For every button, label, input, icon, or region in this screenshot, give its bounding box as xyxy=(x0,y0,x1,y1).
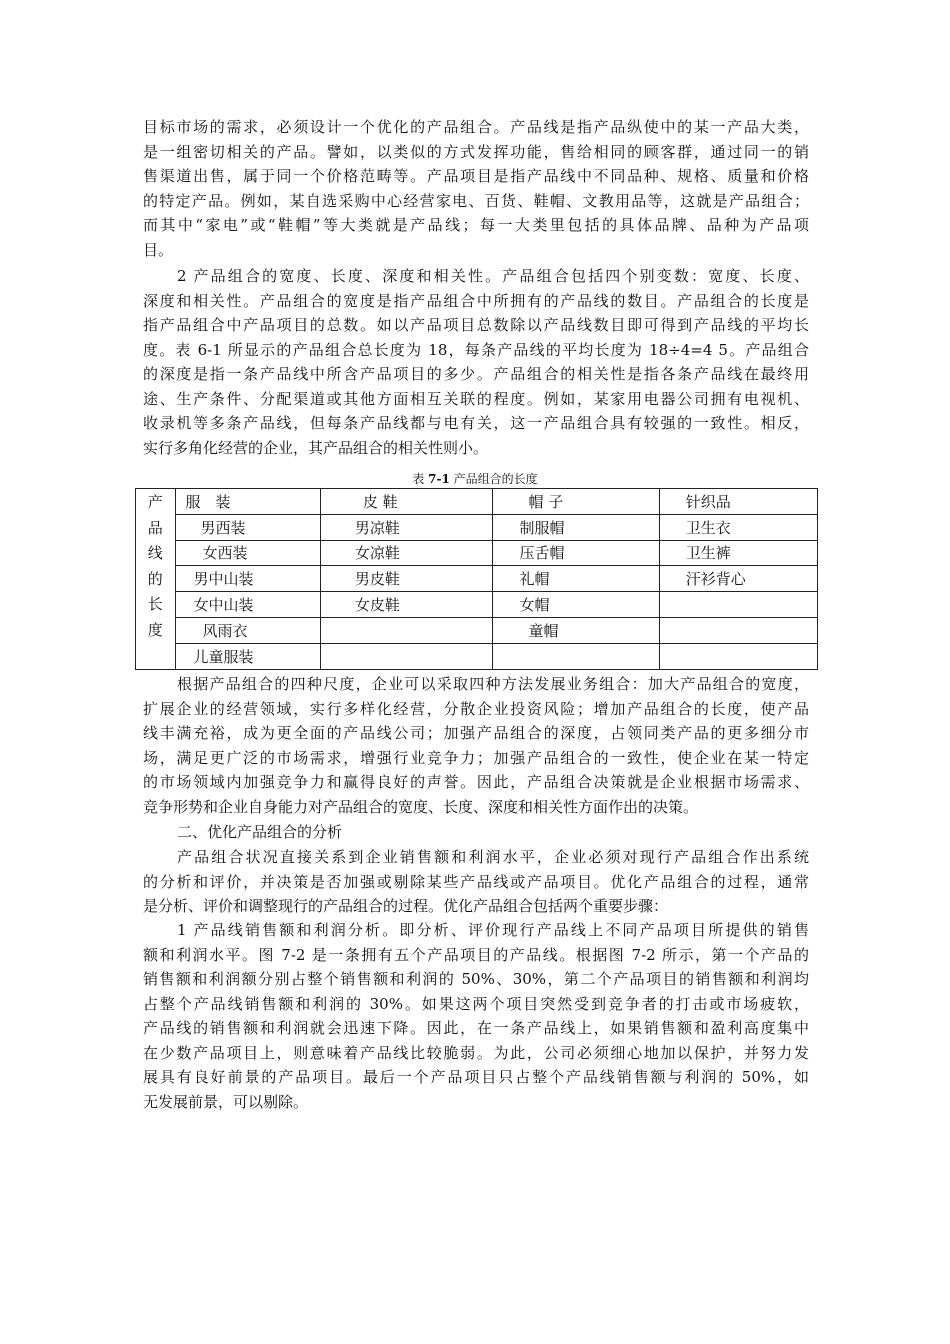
table-row xyxy=(136,540,818,566)
table-cell xyxy=(659,617,817,643)
table-cell: 男凉鞋 xyxy=(320,514,493,540)
caption-title: 产品组合的长度 xyxy=(449,472,538,486)
text-line: 的深度是指一条产品线中所含产品项目的多少。产品组合的相关性是指各条产品线在最终用 xyxy=(143,365,809,383)
table-cell: 压舌帽 xyxy=(493,540,659,566)
side-label-char: 长 xyxy=(147,595,163,613)
table-cell: 女皮鞋 xyxy=(320,592,493,618)
text-line: 扩展企业的经营领域，实行多样化经营，分散企业投资风险；增加产品组合的长度，使产品 xyxy=(143,699,809,718)
table-cell: 儿童服装 xyxy=(175,643,320,669)
paragraph-5 xyxy=(143,918,809,1114)
header-cell: 皮 鞋 xyxy=(320,489,493,515)
text-line: 1 产品线销售额和利润分析。即分析、评价现行产品线上不同产品项目所提供的销售 xyxy=(177,921,809,939)
text-line: 指产品组合中产品项目的总数。如以产品项目总数除以产品线数目即可得到产品线的平均长 xyxy=(143,316,809,334)
side-label-cell xyxy=(136,489,176,670)
text-line: 竞争形势和企业自身能力对产品组合的宽度、长度、深度和相关性方面作出的决策。 xyxy=(143,797,699,816)
text-line: 展具有良好前景的产品项目。最后一个产品项目只占整个产品线销售额与利润的 50%，如 xyxy=(143,1068,809,1086)
table-cell: 风雨衣 xyxy=(175,617,320,643)
heading-text: 二、优化产品组合的分析 xyxy=(177,823,343,841)
caption-number: 7-1 xyxy=(428,472,450,486)
table-cell: 男西装 xyxy=(175,514,320,540)
text-line: 占整个产品线销售额和利润的 30%。如果这两个项目突然受到竞争者的打击或市场疲软， xyxy=(143,994,809,1013)
text-line: 无发展前景，可以剔除。 xyxy=(143,1092,309,1111)
paragraph-2 xyxy=(143,264,809,460)
text-line: 产品组合状况直接关系到企业销售额和利润水平，企业必须对现行产品组合作出系统 xyxy=(177,848,809,866)
table-cell: 汗衫背心 xyxy=(659,566,817,592)
side-label-char: 度 xyxy=(147,620,163,639)
text-line: 目标市场的需求，必须设计一个优化的产品组合。产品线是指产品纵使中的某一产品大类， xyxy=(143,118,809,136)
text-line: 实行多角化经营的企业，其产品组合的相关性则小。 xyxy=(143,438,489,457)
text-line: 的分析和评价，并决策是否加强或剔除某些产品线或产品项目。优化产品组合的过程，通常 xyxy=(143,872,809,891)
text-line: 度。表 6-1 所显示的产品组合总长度为 18，每条产品线的平均长度为 18÷4=4 5。产品组合 xyxy=(143,340,809,359)
text-line: 的特定产品。例如，某自选采购中心经营家电、百货、鞋帽、文教用品等，这就是产品组合； xyxy=(143,191,809,210)
table-cell: 男中山装 xyxy=(175,566,320,592)
text-line: 线丰满充裕，成为更全面的产品线公司；加强产品组合的深度，占领同类产品的更多细分市 xyxy=(143,724,809,742)
text-line: 根据产品组合的四种尺度，企业可以采取四种方法发展业务组合：加大产品组合的宽度， xyxy=(177,675,809,693)
table-cell: 制服帽 xyxy=(493,514,659,540)
side-label-char: 品 xyxy=(147,518,163,537)
table-cell: 童帽 xyxy=(493,617,659,643)
text-line: 途、生产条件、分配渠道或其他方面相互关联的程度。例如，某家用电器公司拥有电视机、 xyxy=(143,389,809,408)
table-cell xyxy=(659,592,817,618)
side-label-char: 的 xyxy=(147,569,163,588)
product-mix-table xyxy=(135,488,818,670)
text-line: 是一组密切相关的产品。譬如，以类似的方式发挥功能，售给相同的顾客群，通过同一的销 xyxy=(143,142,809,161)
text-line: 目。 xyxy=(143,240,174,259)
table-header-row xyxy=(136,489,818,515)
text-line: 场，满足更广泛的市场需求，增强行业竞争力；加强产品组合的一致性，使企业在某一特定 xyxy=(143,748,809,767)
text-line: 2 产品组合的宽度、长度、深度和相关性。产品组合包括四个别变数：宽度、长度、 xyxy=(177,267,809,285)
table-cell xyxy=(493,643,659,669)
side-label-char: 线 xyxy=(147,544,163,562)
side-label-char: 产 xyxy=(147,493,163,511)
table-cell xyxy=(320,643,493,669)
table-cell: 女帽 xyxy=(493,592,659,618)
text-line: 额和利润水平。图 7-2 是一条拥有五个产品项目的产品线。根据图 7-2 所示，第一个产品的 xyxy=(143,945,809,964)
text-line: 的市场领域内加强竞争力和赢得良好的声誉。因此，产品组合决策就是企业根据市场需求、 xyxy=(143,773,809,791)
table-cell: 卫生衣 xyxy=(659,514,817,540)
text-line: 收录机等多条产品线，但每条产品线都与电有关，这一产品组合具有较强的一致性。相反， xyxy=(143,414,809,432)
text-line: 销售额和利润额分别占整个销售额和利润的 50%、30%，第二个产品项目的销售额和利润均 xyxy=(143,970,809,988)
table-caption xyxy=(0,470,950,488)
paragraph-4 xyxy=(143,845,809,919)
table-row xyxy=(136,643,818,669)
table-row xyxy=(136,566,818,592)
caption-prefix: 表 xyxy=(412,472,429,486)
paragraph-1 xyxy=(143,115,809,262)
text-line: 而其中“家电”或“鞋帽”等大类就是产品线；每一大类里包括的具体品牌、品种为产品项 xyxy=(143,216,809,234)
section-heading xyxy=(143,820,809,845)
table-cell: 礼帽 xyxy=(493,566,659,592)
header-cell: 服 装 xyxy=(175,489,320,515)
header-cell: 针织品 xyxy=(659,489,817,515)
text-line: 产品线的销售额和利润就会迅速下降。因此，在一条产品线上，如果销售额和盈利高度集中 xyxy=(143,1019,809,1037)
table-cell: 男皮鞋 xyxy=(320,566,493,592)
header-cell: 帽 子 xyxy=(493,489,659,515)
paragraph-3 xyxy=(143,672,809,819)
table-cell: 女中山装 xyxy=(175,592,320,618)
text-line: 深度和相关性。产品组合的宽度是指产品组合中所拥有的产品线的数目。产品组合的长度是 xyxy=(143,291,809,310)
table-cell: 卫生裤 xyxy=(659,540,817,566)
table-cell xyxy=(659,643,817,669)
text-line: 在少数产品项目上，则意味着产品线比较脆弱。为此，公司必须细心地加以保护，并努力发 xyxy=(143,1043,809,1062)
table-row xyxy=(136,514,818,540)
table-cell: 女西装 xyxy=(175,540,320,566)
table-row xyxy=(136,617,818,643)
text-line: 售渠道出售，属于同一个价格范畴等。产品项目是指产品线中不同品种、规格、质量和价格 xyxy=(143,167,809,185)
table-cell xyxy=(320,617,493,643)
text-line: 是分析、评价和调整现行的产品组合的过程。优化产品组合包括两个重要步骤： xyxy=(143,897,669,915)
table-cell: 女凉鞋 xyxy=(320,540,493,566)
table-row xyxy=(136,592,818,618)
